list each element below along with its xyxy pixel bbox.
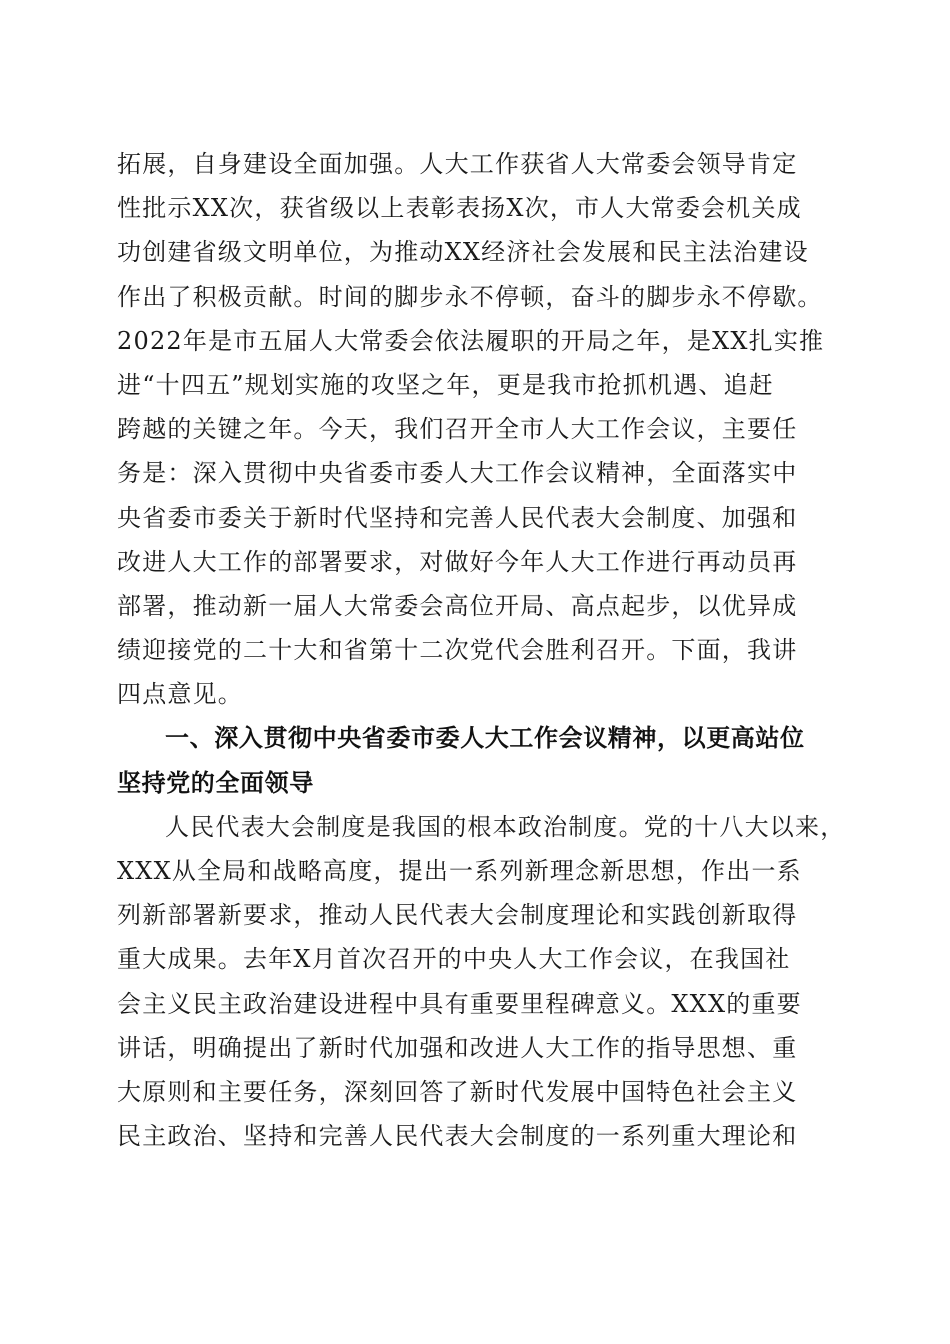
paragraph-1-line-4: 作出了积极贡献。时间的脚步永不停顿，奋斗的脚步永不停歇。 (117, 282, 823, 311)
paragraph-1-line-8: 务是：深入贯彻中央省委市委人大工作会议精神，全面落实中 (117, 459, 798, 488)
paragraph-1-line-7: 跨越的关键之年。今天，我们召开全市人大工作会议，主要任 (117, 415, 798, 444)
document-body (117, 142, 846, 1158)
paragraph-2-line-5: 会主义民主政治建设进程中具有重要里程碑意义。XXX的重要 (117, 989, 802, 1018)
paragraph-1-line-9: 央省委市委关于新时代坚持和完善人民代表大会制度、加强和 (117, 503, 798, 532)
paragraph-1-line-6: 进“十四五”规划实施的攻坚之年，更是我市抢抓机遇、追赶 (117, 370, 774, 399)
paragraph-2-line-6: 讲话，明确提出了新时代加强和改进人大工作的指导思想、重 (117, 1033, 798, 1062)
paragraph-2-line-7: 大原则和主要任务，深刻回答了新时代发展中国特色社会主义 (117, 1077, 798, 1106)
section-heading-line-2: 坚持党的全面领导 (117, 768, 314, 797)
paragraph-2-line-4: 重大成果。去年X月首次召开的中央人大工作会议，在我国社 (117, 945, 791, 974)
paragraph-1-line-12: 绩迎接党的二十大和省第十二次党代会胜利召开。下面，我讲 (117, 636, 798, 665)
paragraph-1-line-10: 改进人大工作的部署要求，对做好今年人大工作进行再动员再 (117, 547, 798, 576)
paragraph-1-line-13: 四点意见。 (117, 680, 243, 709)
paragraph-1-line-11: 部署，推动新一届人大常委会高位开局、高点起步，以优异成 (117, 591, 798, 620)
paragraph-2-line-2: XXX从全局和战略高度，提出一系列新理念新思想，作出一系 (117, 857, 802, 885)
paragraph-2-line-1: 人民代表大会制度是我国的根本政治制度。党的十八大以来， (165, 812, 846, 841)
paragraph-2-line-8: 民主政治、坚持和完善人民代表大会制度的一系列重大理论和 (117, 1122, 798, 1151)
paragraph-1-line-5: 2022年是市五届人大常委会依法履职的开局之年，是XX扎实推 (117, 326, 825, 355)
paragraph-2-line-3: 列新部署新要求，推动人民代表大会制度理论和实践创新取得 (117, 901, 798, 930)
paragraph-1-line-3: 功创建省级文明单位，为推动XX经济社会发展和民主法治建设 (117, 238, 809, 267)
paragraph-1-line-1: 拓展，自身建设全面加强。人大工作获省人大常委会领导肯定 (117, 150, 798, 178)
section-heading-line-1: 一、深入贯彻中央省委市委人大工作会议精神，以更高站位 (165, 724, 805, 753)
paragraph-1-line-2: 性批示XX次，获省级以上表彰表扬X次，市人大常委会机关成 (117, 194, 802, 223)
